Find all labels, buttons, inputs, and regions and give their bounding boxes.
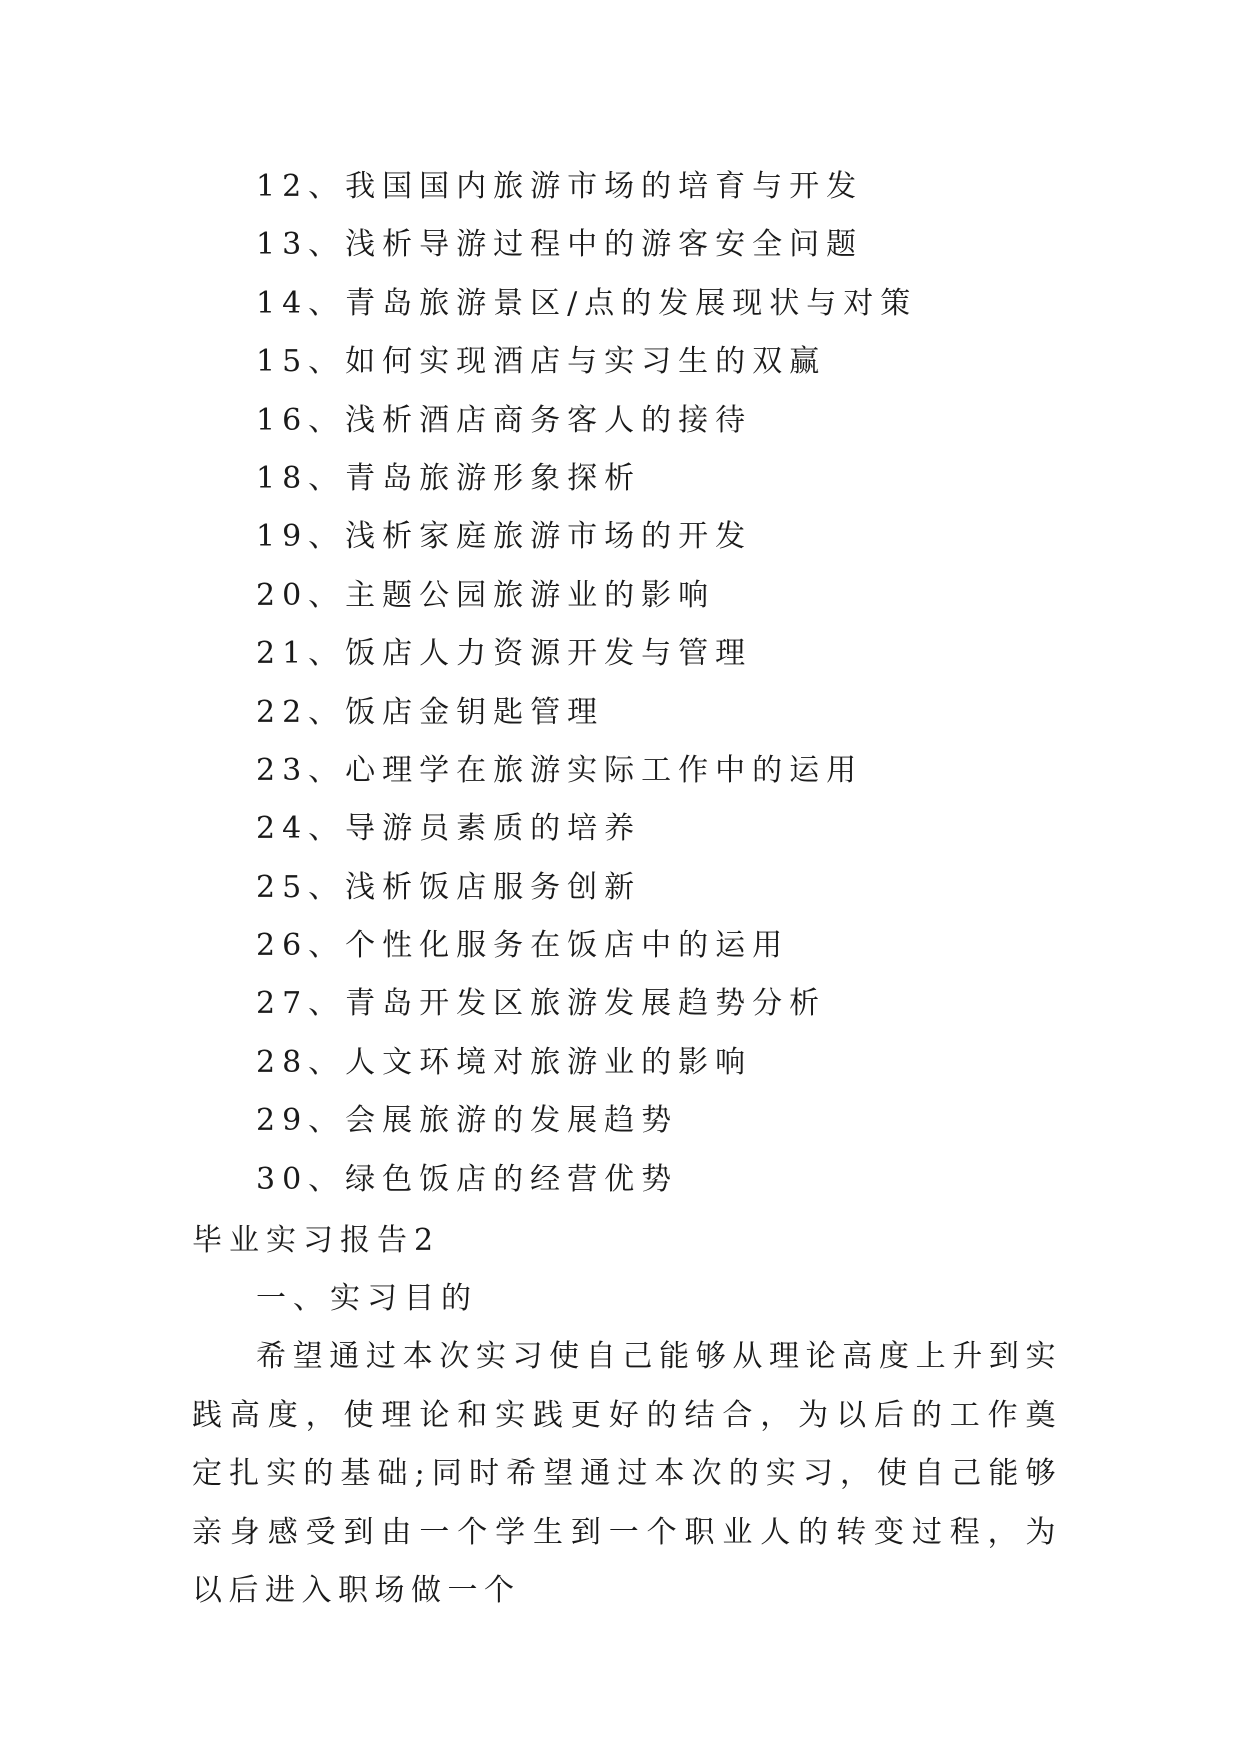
topic-item: 27、青岛开发区旅游发展趋势分析	[256, 986, 827, 1022]
topic-item: 20、主题公园旅游业的影响	[256, 577, 716, 613]
topic-item: 12、我国国内旅游市场的培育与开发	[256, 169, 864, 204]
topic-item: 19、浅析家庭旅游市场的开发	[256, 519, 753, 555]
topic-list	[256, 158, 917, 1209]
topic-item: 23、心理学在旅游实际工作中的运用	[256, 752, 864, 788]
topic-item: 14、青岛旅游景区/点的发展现状与对策	[256, 285, 918, 321]
topic-item: 18、青岛旅游形象探析	[256, 460, 642, 496]
topic-item: 24、导游员素质的培养	[256, 811, 642, 847]
section-title: 毕业实习报告2	[192, 1223, 441, 1258]
topic-item: 30、绿色饭店的经营优势	[256, 1161, 679, 1197]
topic-item: 15、如何实现酒店与实习生的双赢	[256, 344, 827, 380]
topic-item: 25、浅析饭店服务创新	[256, 869, 642, 905]
section-subheading: 一、实习目的	[256, 1281, 478, 1316]
topic-item: 21、饭店人力资源开发与管理	[256, 636, 753, 672]
topic-item: 13、浅析导游过程中的游客安全问题	[256, 227, 864, 263]
topic-item: 29、会展旅游的发展趋势	[256, 1103, 679, 1139]
topic-item: 26、个性化服务在饭店中的运用	[256, 928, 790, 964]
topic-item: 16、浅析酒店商务客人的接待	[256, 402, 753, 438]
body-paragraph: 希望通过本次实习使自己能够从理论高度上升到实践高度，使理论和实践更好的结合，为以后的工作奠定扎实的基础;同时希望通过本次的实习，使自己能够亲身感受到由一个学生到一个职业人的转变过程，为以后进入职场做一个	[192, 1339, 1062, 1608]
topic-item: 22、饭店金钥匙管理	[256, 694, 605, 730]
topic-item: 28、人文环境对旅游业的影响	[256, 1044, 753, 1080]
